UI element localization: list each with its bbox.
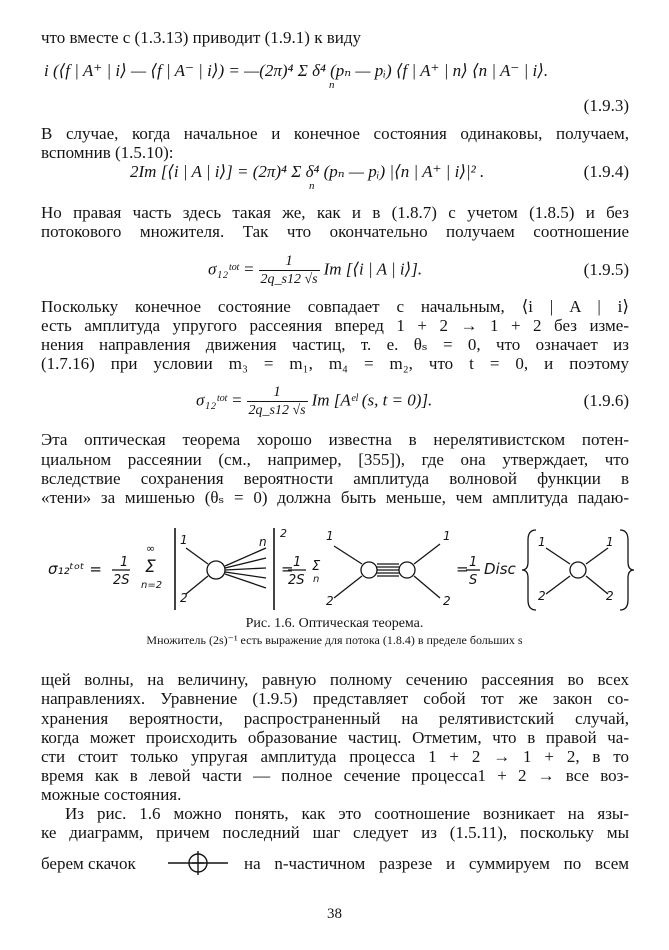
figure-caption-subtitle: Множитель (2s)⁻¹ есть выражение для потока (1.8.4) в пределе больших s: [146, 633, 523, 647]
figure-lhs: σ₁₂ᵗᵒᵗ =: [48, 560, 102, 578]
figure-power: 2: [280, 527, 287, 540]
figure-disc-brace-right: [620, 530, 634, 610]
figure-leg-out: n: [259, 535, 267, 549]
figure-frac3-den: S: [469, 573, 478, 588]
paragraph-4-line-2: циальном рассеянии (см., например, [355]), где она утверждает, что: [41, 450, 629, 469]
figure-mid-out-leg-2: [414, 576, 440, 598]
equation-1-9-5-lhs: σ₁₂ᵗᵒᵗ =: [208, 259, 255, 279]
figure-disc-brace-left: [522, 530, 536, 610]
paragraph-1-line-2: вспомнив (1.5.10):: [41, 143, 174, 162]
equation-1-9-6-lhs: σ₁₂ᵗᵒᵗ =: [196, 390, 243, 410]
figure-left-in-leg-2: [186, 576, 208, 594]
paragraph-6-line-2: ке диаграмм, причем последний шаг следует из (1.5.11), поскольку мы: [41, 823, 629, 842]
figure-disc-left-top: 1: [538, 535, 546, 549]
figure-sum-symbol: Σ: [145, 557, 156, 577]
jump-symbol-icon: [166, 848, 230, 878]
figure-left-out-leg-3: [225, 568, 266, 570]
figure-disc-in-leg-2: [546, 576, 570, 594]
figure-frac1-num: 1: [120, 555, 129, 570]
equation-1-9-3-number: (1.9.3): [583, 96, 629, 115]
figure-leg-in-top: 1: [180, 533, 188, 547]
last-line-right: на n-частичном разрезе и суммируем по всем: [244, 854, 629, 873]
paragraph-4-line-3: вследствие сохранения вероятности амплитуда волновой функции в: [41, 469, 629, 488]
figure-disc-right-bottom: 2: [606, 589, 614, 603]
figure-mid-out-leg-1: [414, 544, 440, 564]
figure-frac1-den: 2S: [113, 573, 130, 588]
paragraph-2-line-1: Но правая часть здесь такая же, как и в (1.8.7) с учетом (1.8.5) и без: [41, 203, 629, 222]
equation-1-9-5-numerator: 1: [259, 253, 320, 271]
paragraph-5-line-2: направлениях. Уравнение (1.9.5) представляет собой тот же закон со-: [41, 689, 629, 708]
figure-sum2-lower: n: [313, 574, 320, 585]
equation-1-9-6: [196, 384, 432, 419]
figure-caption-title: Рис. 1.6. Оптическая теорема.: [245, 616, 424, 631]
figure-eq2: =: [281, 560, 294, 578]
figure-disc-out-leg-2: [586, 576, 608, 594]
figure-disc-blob: [570, 562, 586, 578]
figure-sum-upper: ∞: [146, 542, 156, 555]
figure-sum2-symbol: Σ: [312, 559, 321, 574]
paragraph-4-line-1: Эта оптическая теорема хорошо известна в нерелятивистском потен-: [41, 430, 629, 449]
figure-sum-lower: n=2: [141, 580, 163, 591]
figure-legs-right-bottom: 2: [443, 594, 451, 608]
paragraph-5-line-6: время как в левой части — полное сечение процесса1 + 2 → все воз-: [41, 766, 629, 785]
figure-mid-in-leg-2: [334, 576, 362, 598]
paragraph-2-line-2: потокового множителя. Так что окончательно получаем соотношение: [41, 222, 629, 241]
equation-1-9-4-sum-index: n: [309, 180, 315, 192]
figure-left-blob: [207, 561, 225, 579]
optical-theorem-figure: [38, 522, 638, 612]
figure-mid-blob-right: [399, 562, 415, 578]
figure-disc-out-leg-1: [586, 548, 608, 564]
figure-eq3: =: [456, 560, 469, 578]
paragraph-1-line-1: В случае, когда начальное и конечное состояния одинаковы, получаем,: [41, 124, 629, 143]
last-line-left: берем скачок: [41, 854, 136, 873]
figure-frac3-num: 1: [469, 555, 478, 570]
equation-1-9-5-denominator: 2q_s12 √s: [260, 272, 318, 287]
figure-mid-in-leg-1: [334, 546, 362, 564]
figure-left-out-leg-4: [225, 572, 266, 578]
figure-disc-right-top: 1: [606, 535, 614, 549]
equation-1-9-6-fraction: [247, 384, 308, 419]
paragraph-4-line-4: «тени» за мишенью (θₛ = 0) должна быть меньше, чем амплитуда падаю-: [41, 488, 629, 507]
paragraph-5-line-7: можные состояния.: [41, 785, 182, 804]
intro-line: что вместе с (1.3.13) приводит (1.9.1) к виду: [41, 28, 362, 47]
figure-mid-blob-left: [361, 562, 377, 578]
figure-legs-left-bottom: 2: [326, 594, 334, 608]
equation-1-9-6-number: (1.9.6): [583, 391, 629, 410]
paragraph-3-line-4: (1.7.16) при условии m₃ = m₁, m₄ = m₂, что t = 0, и поэтому: [41, 354, 629, 373]
figure-leg-in-bottom: 2: [180, 591, 188, 605]
figure-disc-left-bottom: 2: [538, 589, 546, 603]
paragraph-5-line-4: когда может происходить образование частиц. Отметим, что в правой ча-: [41, 728, 629, 747]
figure-left-out-leg-5: [225, 574, 266, 588]
equation-1-9-4: 2Im [⟨i | A | i⟩] = (2π)⁴ Σ δ⁴ (pₙ — pᵢ) |⟨n | A⁺ | i⟩|² .: [130, 162, 485, 181]
figure-legs-right-top: 1: [443, 529, 451, 543]
paragraph-3-line-2: есть амплитуда упругого рассеяния вперед 1 + 2 → 1 + 2 без изме-: [41, 316, 629, 335]
equation-1-9-5: [208, 253, 422, 288]
paragraph-5-line-5: сти стоит только упругая амплитуда процесса 1 + 2 → 1 + 2, в то: [41, 747, 629, 766]
figure-frac2-den: 2S: [288, 573, 305, 588]
page-number: 38: [327, 906, 342, 922]
equation-1-9-5-number: (1.9.5): [583, 260, 629, 279]
paragraph-3-line-3: нения направления движения частиц, т. е. θₛ = 0, что означает из: [41, 335, 629, 354]
figure-disc-in-leg-1: [546, 548, 570, 564]
figure-legs-left-top: 1: [326, 529, 334, 543]
equation-1-9-6-numerator: 1: [247, 384, 308, 402]
figure-disc-label: Disc: [484, 560, 516, 578]
equation-1-9-5-rhs: Im [⟨i | A | i⟩].: [323, 259, 423, 279]
equation-1-9-6-denominator: 2q_s12 √s: [248, 403, 306, 418]
equation-1-9-5-fraction: [259, 253, 320, 288]
equation-1-9-4-number: (1.9.4): [583, 162, 629, 181]
equation-1-9-6-rhs: Im [Aᵉˡ (s, t = 0)].: [311, 390, 433, 410]
paragraph-5-line-1: щей волны, на величину, равную полному сечению рассеяния во всех: [41, 670, 629, 689]
figure-frac2-num: 1: [293, 555, 302, 570]
paragraph-6-line-1: Из рис. 1.6 можно понять, как это соотношение возникает на язы-: [65, 804, 629, 823]
equation-1-9-3-sum-index: n: [329, 79, 335, 91]
paragraph-5-line-3: хранения вероятности, распространенный на релятивистский случай,: [41, 709, 629, 728]
paragraph-3-line-1: Поскольку конечное состояние совпадает с начальным, ⟨i | A | i⟩: [41, 297, 629, 316]
equation-1-9-3: i (⟨f | A⁺ | i⟩ — ⟨f | A⁻ | i⟩) = —(2π)⁴ Σ δ⁴ (pₙ — pᵢ) ⟨f | A⁺ | n⟩ ⟨n | A⁻ | i⟩.: [44, 61, 549, 80]
figure-left-in-leg-1: [186, 548, 208, 564]
